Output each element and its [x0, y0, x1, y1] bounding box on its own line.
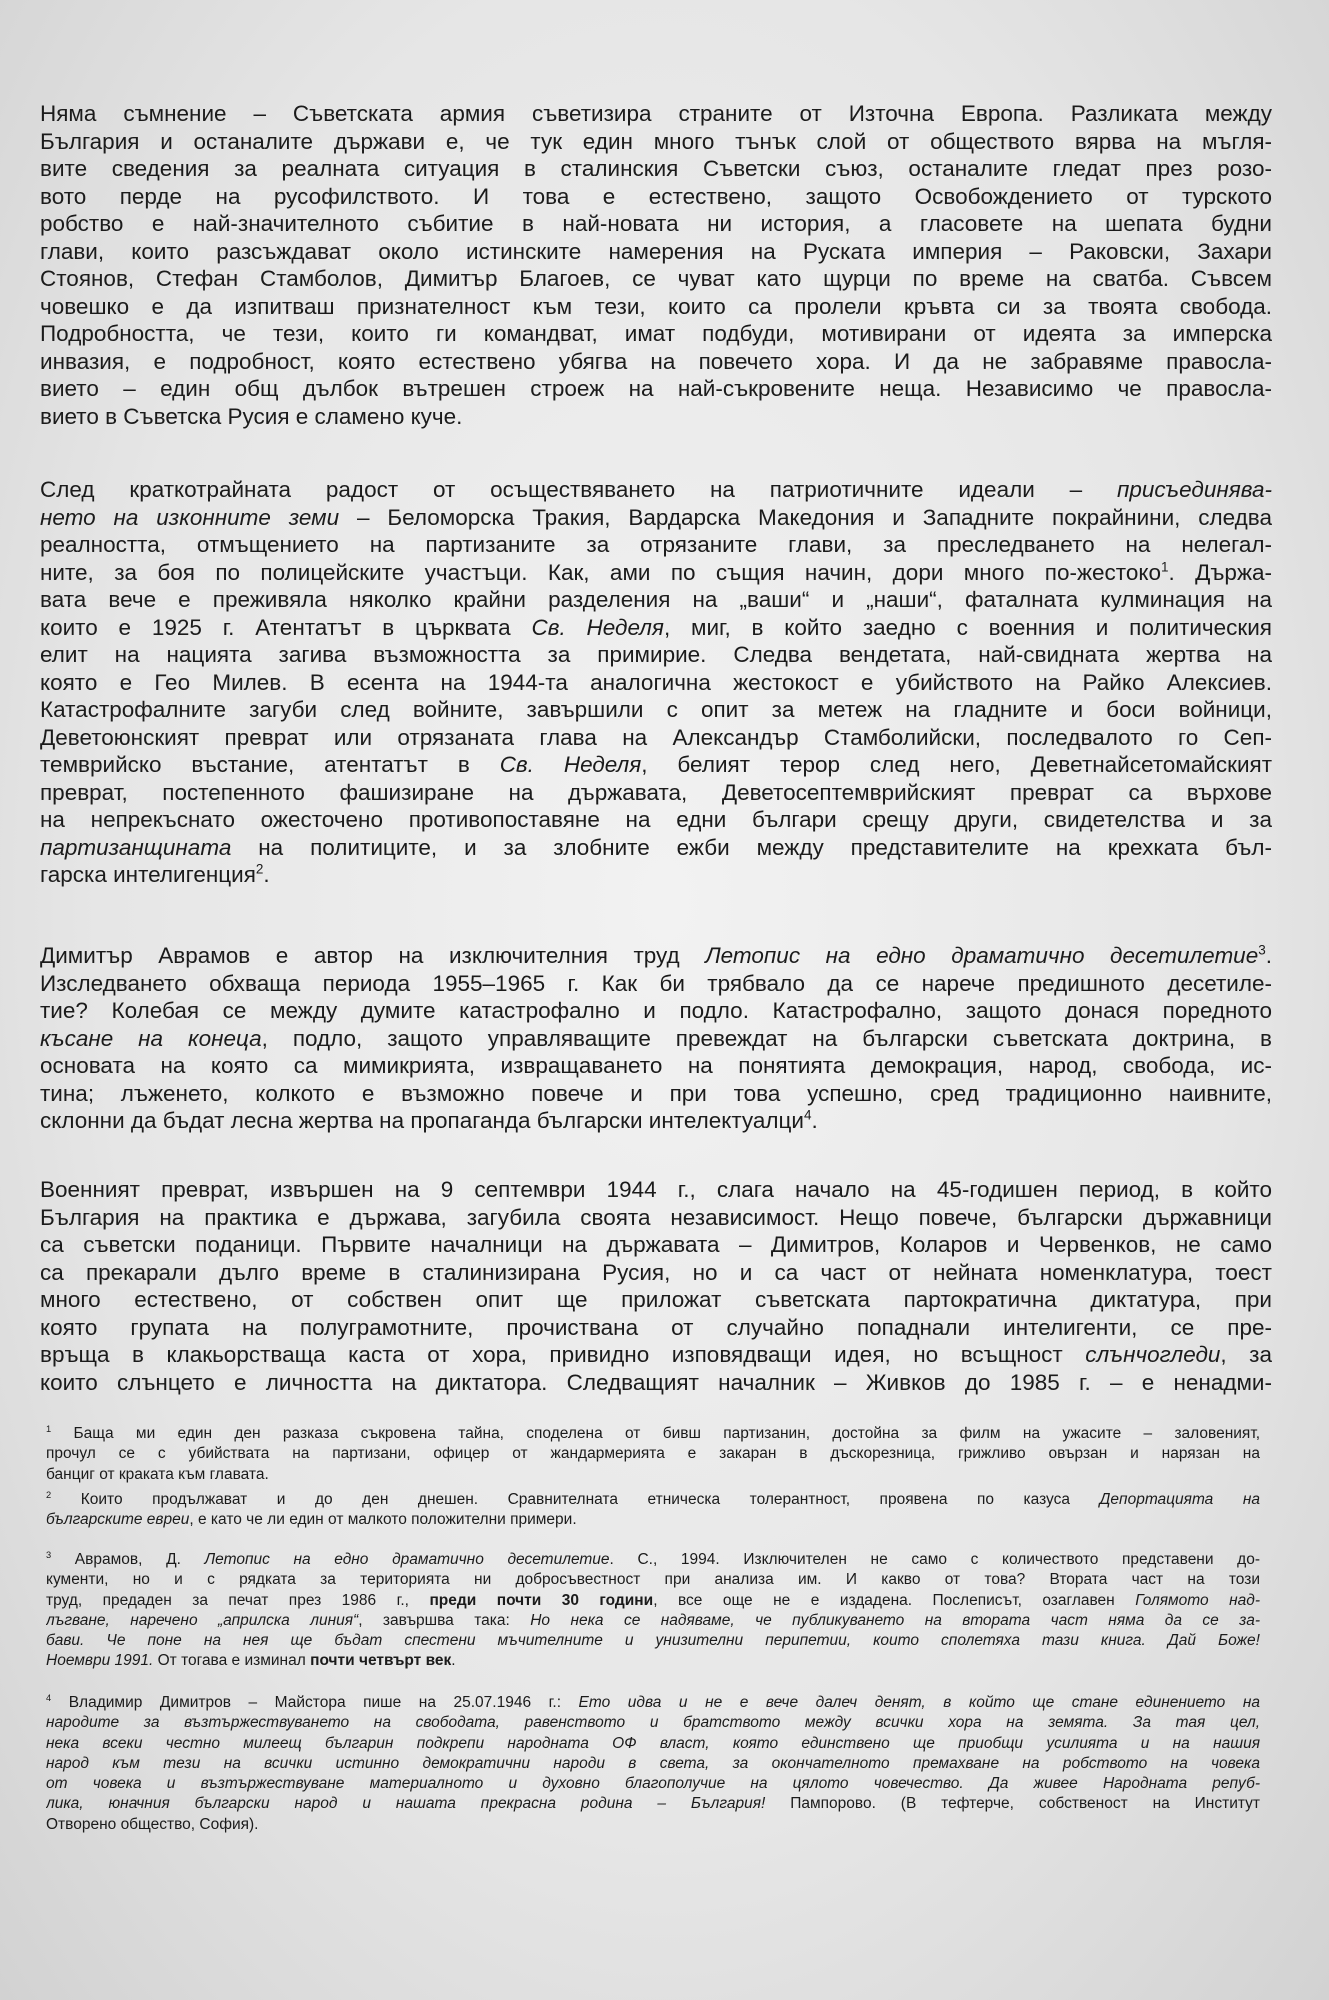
- text-run: Пампорово. (В тефтерче, собственост на Институт: [765, 1795, 1260, 1813]
- text-run: Стоянов, Стефан Стамболов, Димитър Благоев, се чуват като щурци по време на сватба. Съвсем: [40, 266, 1272, 291]
- footnote-reference: 1: [46, 1424, 52, 1434]
- text-run: вието – един общ дълбок вътрешен строеж на най-съкровените неща. Независимо че правосла-: [40, 376, 1272, 401]
- text-run: тина; лъженето, колкото е възможно повече и при това успешно, сред традиционно наивните,: [40, 1080, 1272, 1106]
- text-line: [40, 348, 1272, 376]
- paragraph-1: [40, 100, 1272, 430]
- italic-text: слънчогледи: [1085, 1342, 1221, 1367]
- text-run: тие? Колебая се между думите катастрофално и подло. Катастрофално, защото донася поредното: [40, 998, 1272, 1023]
- italic-text: българските евреи: [46, 1511, 190, 1529]
- text-run: основата на която са мимикрията, извращаването на понятията демокрация, народ, свобода, ис-: [40, 1053, 1272, 1078]
- text-run: гарска интелигенция: [40, 862, 256, 887]
- text-line: [46, 1651, 1260, 1671]
- text-run: вите сведения за реалната ситуация в сталинския Съветски съюз, останалите гледат през розо-: [40, 156, 1272, 181]
- text-run: робство е най-значителното събитие в най-новата ни история, а гласовете на шепата будни: [40, 211, 1272, 236]
- footnote-reference: 1: [1160, 559, 1169, 574]
- italic-text: Ето идва и не е вече далеч денят, в който ще стане единението на: [578, 1694, 1260, 1711]
- text-run: елит на нацията загива възможността за примирие. Следва вендетата, най-свидната жертва на: [40, 642, 1272, 667]
- italic-text: Летопис на едно драматично десетилетие: [204, 1551, 610, 1568]
- text-line: [40, 1204, 1272, 1232]
- text-run: Димитър Аврамов е автор на изключителния труд: [40, 943, 706, 968]
- text-line: [40, 100, 1272, 128]
- text-run: . С., 1994. Изключителен не само с количеството представени до-: [609, 1551, 1260, 1568]
- text-line: [40, 779, 1272, 807]
- footnote-2: [46, 1490, 1260, 1531]
- text-run: Аврамов, Д.: [51, 1551, 205, 1568]
- text-run: Владимир Димитров – Майстора пише на 25.07.1946 г.:: [51, 1694, 579, 1711]
- footnote-1: [46, 1424, 1260, 1485]
- italic-text: нето на изконните земи: [40, 504, 340, 530]
- text-line: [46, 1444, 1260, 1464]
- text-run: човешко е да изпитваш признателност към тези, които са пролели кръвта си за твоята свобода.: [40, 293, 1272, 319]
- text-run: която е Гео Милев. В есента на 1944-та аналогична жестокост е убийството на Райко Алексиев.: [40, 669, 1272, 695]
- text-run: България и останалите държави е, че тук един много тънък слой от обществото вярва на мъгля-: [40, 128, 1272, 154]
- text-run: .: [451, 1652, 456, 1670]
- text-run: Които продължават и до ден днешен. Сравнителната етническа толерантност, проявена по казуса: [51, 1491, 1100, 1508]
- text-line: [40, 210, 1272, 238]
- text-run: Подробността, че тези, които ги командват, имат подбуди, мотивирани от идеята за имперска: [40, 321, 1272, 346]
- italic-text: Но нека се надяваме, че публикуването на втората част няма да се за-: [530, 1611, 1260, 1629]
- italic-text: Св. Неделя: [531, 614, 664, 640]
- text-line: [40, 375, 1272, 403]
- italic-text: лъгване, наречено „априлска линия“: [46, 1611, 359, 1629]
- text-run: България на практика е държава, загубила своята независимост. Нещо повече, български държавници: [40, 1204, 1272, 1230]
- italic-text: Св. Неделя: [499, 752, 642, 777]
- text-run: , подло, защото управляващите превеждат на български съветската доктрина, в: [261, 1025, 1272, 1051]
- text-line: [46, 1693, 1260, 1713]
- text-run: прочул се с убийствата на партизани, офицер от жандармерията е закаран в дъскорезница, грижливо овързан и нарязан на: [46, 1445, 1260, 1463]
- text-run: .: [1265, 943, 1272, 968]
- text-line: [46, 1734, 1260, 1754]
- text-line: [40, 1286, 1272, 1314]
- text-run: труд, предаден за печат през 1986 г.,: [46, 1591, 430, 1609]
- text-run: , все още не е издадена. Послеписът, озаглавен: [653, 1591, 1136, 1609]
- text-line: [40, 724, 1272, 752]
- text-line: [40, 504, 1272, 532]
- text-line: [40, 320, 1272, 348]
- text-line: [46, 1794, 1260, 1814]
- text-line: [40, 1107, 1272, 1135]
- text-run: на непрекъснато ожесточено противопоставяне на едни българи срещу други, свидетелства и за: [40, 807, 1272, 832]
- text-line: [46, 1490, 1260, 1510]
- text-line: [40, 669, 1272, 697]
- text-line: [40, 751, 1272, 779]
- footnote-reference: 4: [46, 1693, 52, 1703]
- text-line: [40, 183, 1272, 211]
- text-line: [40, 696, 1272, 724]
- footnote-4: [46, 1693, 1260, 1835]
- paragraph-4: [40, 1176, 1272, 1396]
- text-line: [40, 1231, 1272, 1259]
- text-line: [40, 1025, 1272, 1053]
- text-run: .: [811, 1108, 818, 1133]
- text-run: ните, за боя по полицейските участъци. Как, ами по същия начин, дори много по-жестоко: [40, 559, 1161, 585]
- italic-text: от човека и възтържествуване материалното и духовно благополучие на цялото човечество. Да живее Народната репуб-: [46, 1775, 1260, 1793]
- footnote-reference: 2: [46, 1490, 52, 1500]
- italic-text: присъединява-: [1116, 477, 1272, 502]
- text-line: [40, 834, 1272, 862]
- text-run: Изследването обхваща периода 1955–1965 г. Как би трябвало да се нарече предишното десетиле-: [40, 970, 1272, 996]
- text-run: глави, които разсъждават около истинските намерения на Руската империя – Раковски, Захари: [40, 238, 1272, 264]
- text-run: . Държа-: [1168, 559, 1272, 585]
- text-line: [40, 128, 1272, 156]
- paragraph-3: [40, 942, 1272, 1135]
- text-line: [40, 238, 1272, 266]
- text-run: , е като че ли един от малкото положителни примери.: [189, 1511, 577, 1529]
- text-line: [46, 1550, 1260, 1570]
- text-run: реалността, отмъщението на партизаните за отрязаните глави, за преследването на нелегал-: [40, 532, 1272, 557]
- text-line: [40, 559, 1272, 587]
- italic-text: нека всеки честно милеещ българин подкрепи народната ОФ власт, която единствено ще приобщи усилията и на нашия: [46, 1734, 1260, 1752]
- text-line: [40, 531, 1272, 559]
- paragraph-2: [40, 476, 1272, 889]
- text-line: [46, 1611, 1260, 1631]
- text-line: [46, 1465, 1260, 1485]
- footnote-reference: 4: [803, 1107, 812, 1123]
- text-line: [40, 1080, 1272, 1108]
- text-run: – Беломорска Тракия, Вардарска Македония и Западните покрайнини, следва: [339, 504, 1272, 530]
- text-line: [46, 1774, 1260, 1794]
- footnote-reference: 3: [1258, 942, 1266, 958]
- italic-text: Ноември 1991.: [46, 1652, 154, 1670]
- text-run: Отворено общество, София).: [46, 1815, 259, 1833]
- text-line: [46, 1713, 1260, 1733]
- text-run: , миг, в който заедно с военния и политическия: [663, 614, 1272, 640]
- text-line: [40, 586, 1272, 614]
- text-run: вието в Съветска Русия е сламено куче.: [40, 403, 463, 429]
- text-run: Няма съмнение – Съветската армия съветизира страните от Източна Европа. Разликата между: [40, 101, 1272, 126]
- text-line: [46, 1631, 1260, 1651]
- text-line: [40, 997, 1272, 1025]
- italic-text: народ към тези на всички истинно демократични народи в света, за окончателното премахване на робството на човека: [46, 1754, 1260, 1772]
- text-line: [46, 1570, 1260, 1590]
- text-line: [40, 1341, 1272, 1369]
- text-run: която групата на полуграмотните, прочиствана от случайно попаднали интелигенти, се пре-: [40, 1314, 1272, 1340]
- text-run: След краткотрайната радост от осъществяването на патриотичните идеали –: [40, 477, 1117, 502]
- text-run: връща в клакьорстваща каста от хора, привидно изповядващи идея, но всъщност: [40, 1342, 1086, 1367]
- bold-text: почти четвърт век: [310, 1652, 452, 1670]
- footnote-3: [46, 1550, 1260, 1672]
- text-line: [40, 970, 1272, 998]
- italic-text: бави. Че поне на нея ще бъдат спестени мъчителните и унизителни перипетии, които сполетяха тази книга. Дай Боже!: [46, 1632, 1260, 1650]
- italic-text: късане на конеца: [40, 1025, 262, 1051]
- text-run: темврийско въстание, атентатът в: [40, 752, 500, 777]
- text-run: са съветски поданици. Първите началници на държавата – Димитров, Коларов и Червенков, не само: [40, 1232, 1272, 1257]
- text-line: [40, 1369, 1272, 1397]
- text-line: [40, 614, 1272, 642]
- text-line: [40, 1176, 1272, 1204]
- text-line: [40, 861, 1272, 889]
- footnote-reference: 3: [46, 1550, 52, 1560]
- bold-text: преди почти 30 години: [429, 1591, 654, 1609]
- text-run: , завършва така:: [358, 1611, 531, 1629]
- text-line: [40, 155, 1272, 183]
- text-run: банциг от краката към главата.: [46, 1465, 269, 1483]
- text-line: [46, 1754, 1260, 1774]
- text-line: [46, 1510, 1260, 1530]
- text-run: кументи, но и с рядката за територията ни добросъвестност при анализа им. И какво от това? Втората част на този: [46, 1571, 1260, 1589]
- text-run: , за: [1220, 1342, 1272, 1367]
- text-run: са прекарали дълго време в сталинизирана Русия, но и са част от нейната номенклатура, тоест: [40, 1259, 1272, 1285]
- text-run: .: [263, 862, 270, 887]
- text-line: [40, 293, 1272, 321]
- text-run: инвазия, е подробност, която естествено убягва на повечето хора. И да не забравяме правосла-: [40, 348, 1272, 374]
- italic-text: лика, юначния български народ и нашата прекрасна родина – България!: [46, 1795, 766, 1813]
- italic-text: Голямото над-: [1135, 1591, 1260, 1609]
- footnote-reference: 2: [255, 861, 264, 877]
- text-line: [40, 403, 1272, 431]
- text-line: [40, 1259, 1272, 1287]
- text-run: вата вече е преживяла няколко крайни разделения на „ваши“ и „наши“, фаталната кулминация на: [40, 587, 1272, 612]
- italic-text: партизанщината: [40, 834, 232, 860]
- text-run: много естествено, от собствен опит ще приложат съветската партократична диктатура, при: [40, 1287, 1272, 1312]
- italic-text: народите за възтържествуването на свободата, равенството и братството между всички хора на земята. За тая цел,: [46, 1714, 1260, 1732]
- text-run: вото перде на русофилството. И това е естествено, защото Освобождението от турското: [40, 183, 1272, 209]
- text-line: [40, 476, 1272, 504]
- text-line: [40, 1052, 1272, 1080]
- text-run: преврат, постепенното фашизиране на държавата, Деветосептемврийският преврат са върхове: [40, 779, 1272, 805]
- text-run: От тогава е изминал: [153, 1652, 311, 1670]
- text-run: Катастрофалните загуби след войните, завършили с опит за метеж на гладните и боси войници,: [40, 697, 1272, 722]
- text-run: склонни да бъдат лесна жертва на пропаганда български интелектуалци: [40, 1108, 804, 1133]
- text-run: които слънцето е личността на диктатора. Следващият началник – Живков до 1985 г. – е ненадми-: [40, 1369, 1272, 1395]
- text-run: на политиците, и за злобните ежби между представителите на крехката бъл-: [231, 834, 1272, 860]
- text-run: които е 1925 г. Атентатът в църквата: [40, 614, 532, 640]
- text-run: Военният преврат, извършен на 9 септември 1944 г., слага начало на 45-годишен период, в който: [40, 1177, 1272, 1202]
- text-line: [46, 1424, 1260, 1444]
- text-line: [40, 265, 1272, 293]
- text-run: Деветоюнският преврат или отрязаната глава на Александър Стамболийски, последвалото го Сеп-: [40, 724, 1272, 750]
- text-line: [46, 1815, 1260, 1835]
- text-line: [46, 1591, 1260, 1611]
- italic-text: Летопис на едно драматично десетилетие: [705, 943, 1259, 968]
- text-line: [40, 1314, 1272, 1342]
- text-line: [40, 641, 1272, 669]
- text-run: Баща ми един ден разказа съкровена тайна, споделена от бивш партизанин, достойна за филм на ужасите – заловеният,: [51, 1425, 1260, 1442]
- text-line: [40, 942, 1272, 970]
- text-run: , белият терор след него, Деветнайсетомайският: [641, 752, 1272, 777]
- text-line: [40, 806, 1272, 834]
- italic-text: Депортацията на: [1099, 1491, 1260, 1508]
